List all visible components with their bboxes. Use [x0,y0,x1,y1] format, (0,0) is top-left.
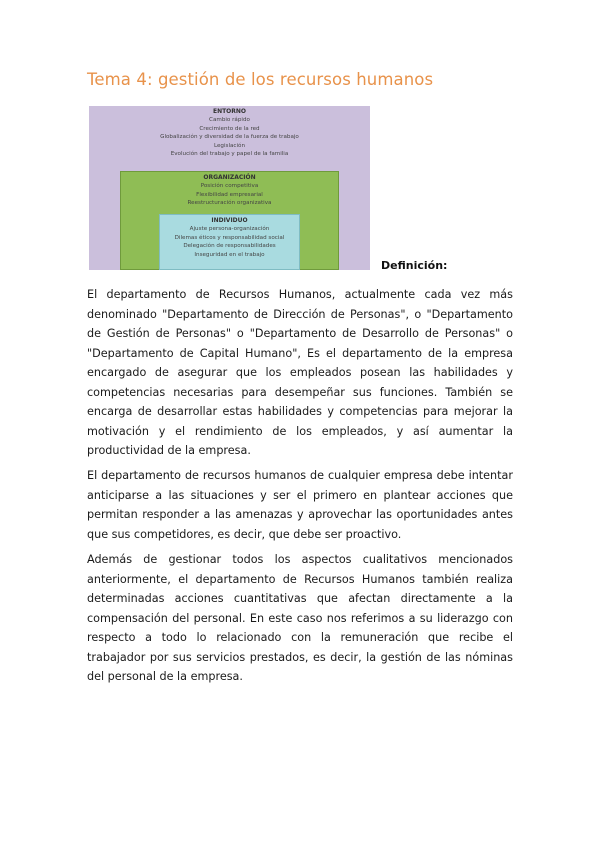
individual-section [160,217,299,259]
environment-item: Evolución del trabajo y papel de la familia [170,151,289,157]
environment-item: Crecimiento de la red [199,125,260,132]
environment-item: Cambio rápido [209,117,250,123]
individual-item: Inseguridad en el trabajo [194,251,265,258]
organization-item: Flexibilidad empresarial [196,191,263,198]
section-heading: Definición: [381,259,448,272]
individual-item: Dilemas éticos y responsabilidad social [174,234,285,241]
organization-label: ORGANIZACIÓN [203,174,256,181]
environment-label: ENTORNO [212,108,247,115]
page-title: Tema 4: gestión de los recursos humanos [87,70,434,89]
body-paragraph: Además de gestionar todos los aspectos cualitativos mencionados anteriormente, el departamento de Recursos Humanos también realiza determinadas acciones cuantitativas que afectan directamente a la compensación del personal. En este caso nos referimos a su liderazgo con respecto a todo lo relacionado con la remuneración que recibe el trabajador por sus servicios prestados, es decir, la gestión de las nóminas del personal de la empresa. [87,553,513,683]
organization-item: Posición competitiva [200,183,259,189]
individual-item: Ajuste persona-organización [189,226,270,232]
organization-section [121,174,338,208]
organization-box [120,171,339,270]
organization-item: Reestructuración organizativa [187,200,272,206]
individual-box [159,214,300,270]
hr-context-diagram [89,106,370,270]
body-paragraph: El departamento de Recursos Humanos, actualmente cada vez más denominado "Departamento de Dirección de Personas", o "Departamento de Gestión de Personas" o "Departamento de Desarrollo de Personas" o "Departamento de Capital Humano", Es el departamento de la empresa encargado de asegurar que los empleados posean las habilidades y competencias necesarias para desempeñar sus funciones. También se encarga de desarrollar estas habilidades y competencias para mejorar la motivación y el rendimiento de los empleados, y así aumentar la productividad de la empresa. [87,288,513,457]
individual-item: Delegación de responsabilidades [183,243,276,249]
individual-label: INDIVIDUO [211,217,248,224]
body-paragraph: El departamento de recursos humanos de cualquier empresa debe intentar anticiparse a las situaciones y ser el primero en plantear acciones que permitan responder a las amenazas y aprovechar las oportunidades antes que sus competidores, es decir, que debe ser proactivo. [87,469,513,541]
environment-section [89,108,370,159]
environment-item: Globalización y diversidad de la fuerza de trabajo [160,134,299,140]
environment-item: Legislación [213,142,246,149]
